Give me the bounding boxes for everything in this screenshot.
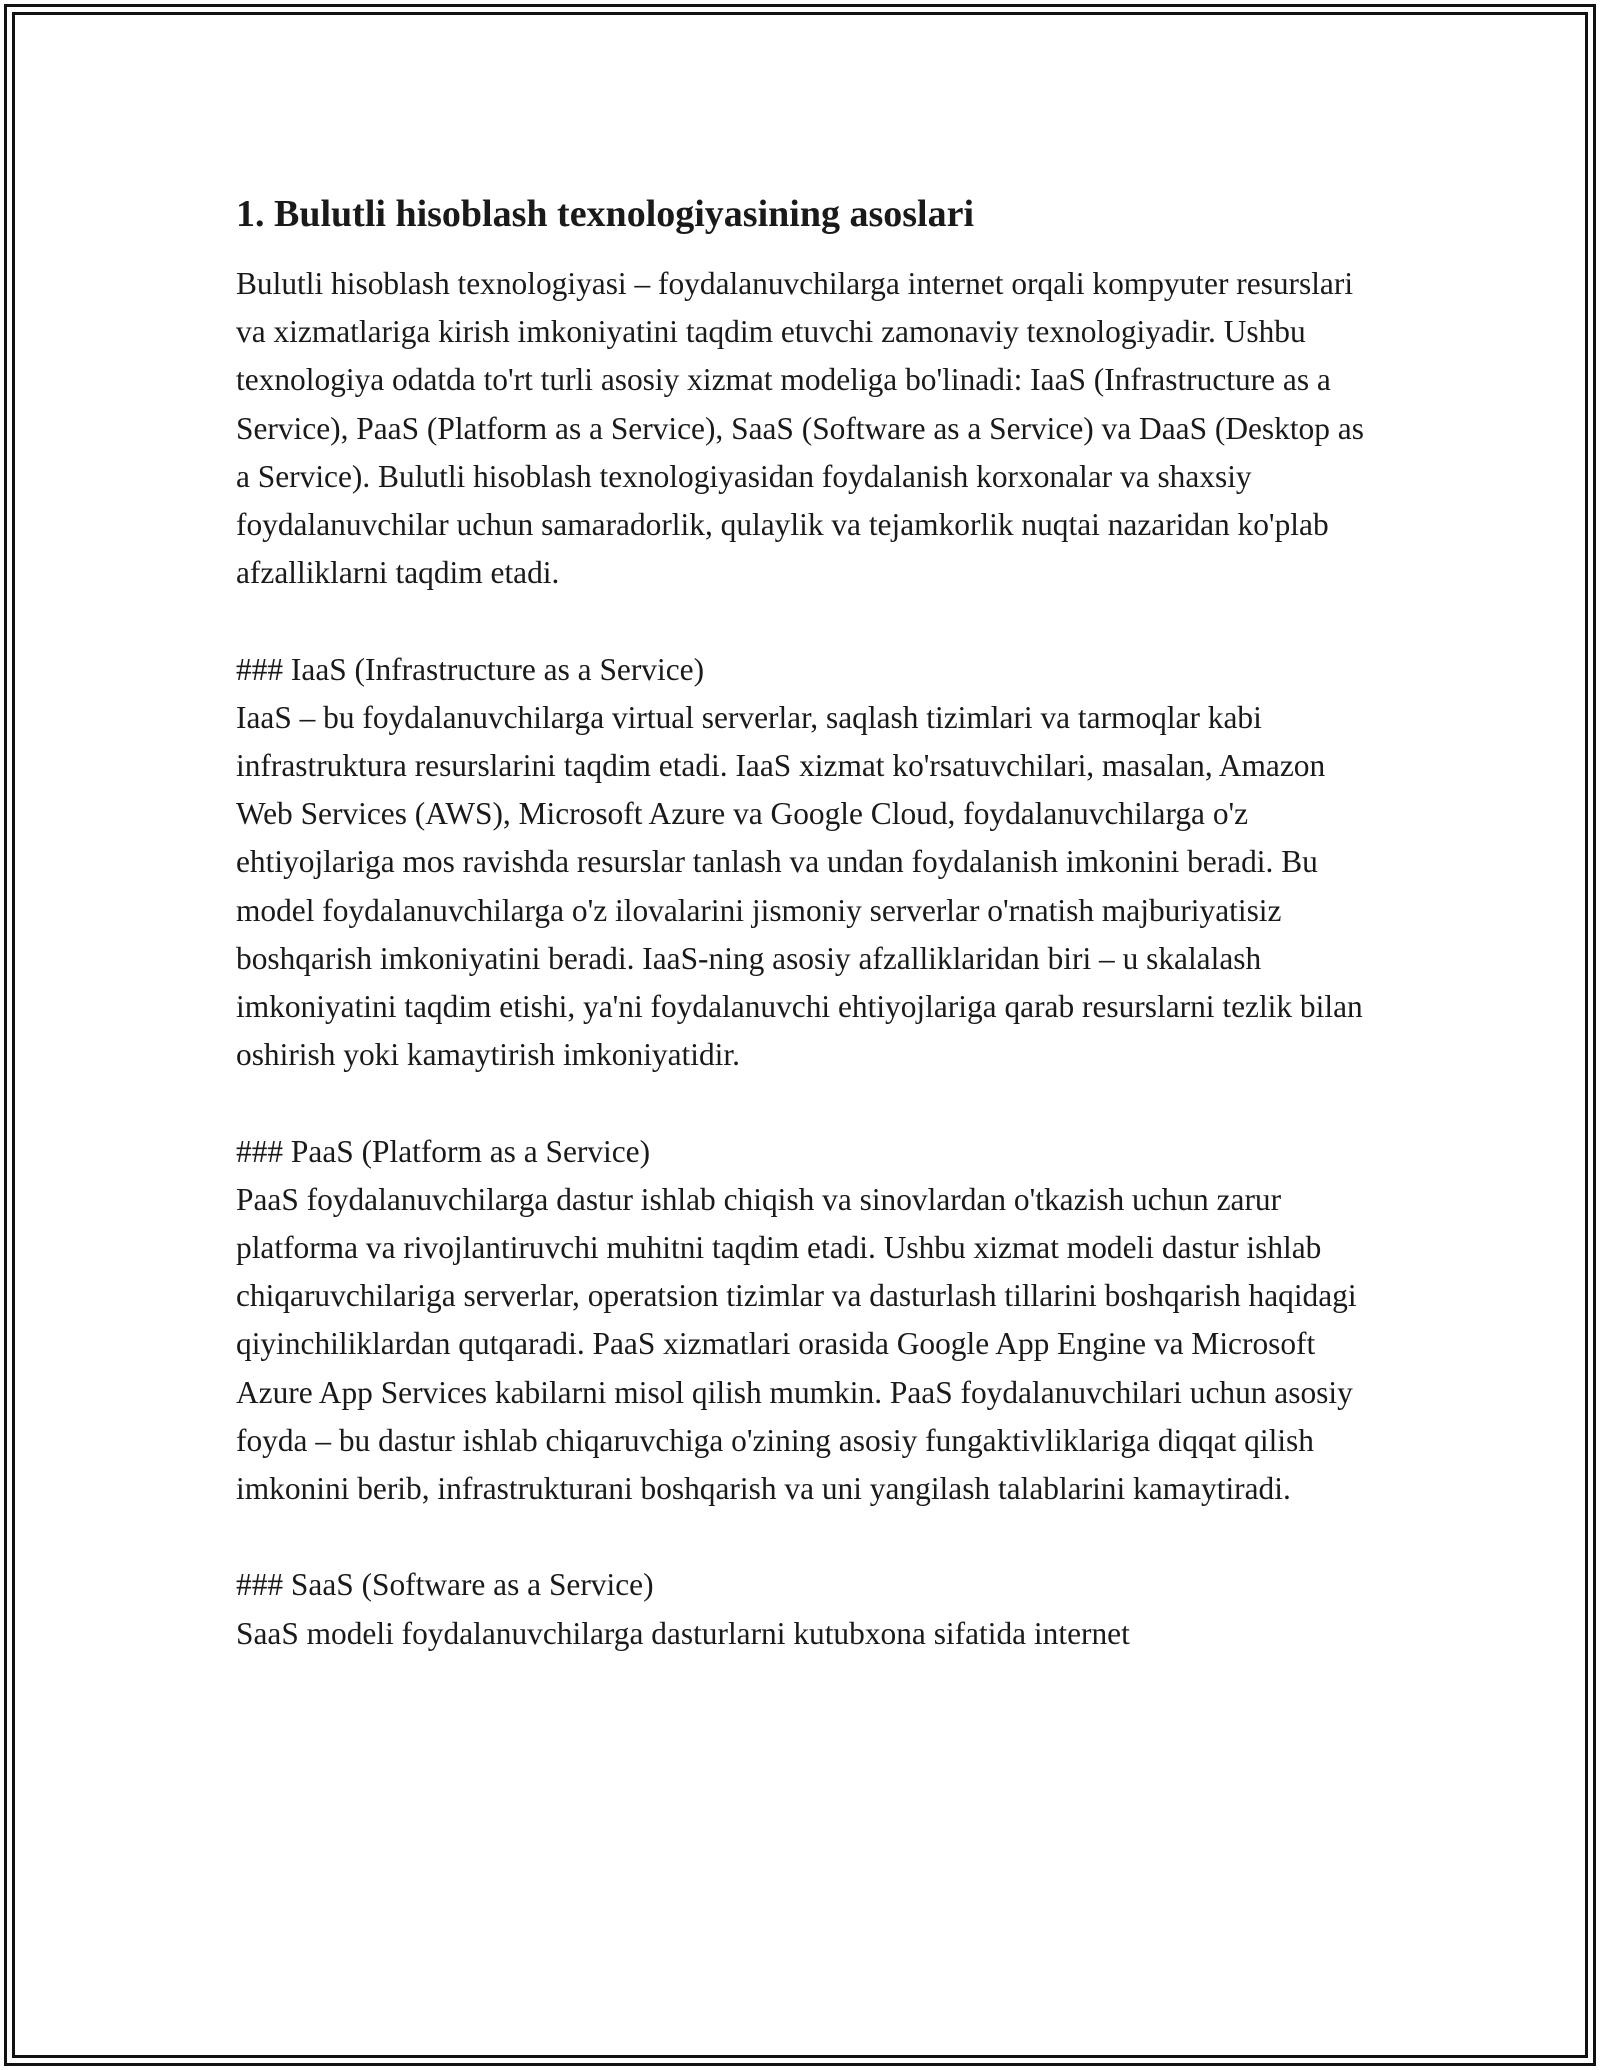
section-heading-paas: ### PaaS (Platform as a Service) bbox=[236, 1133, 651, 1169]
section-heading-saas: ### SaaS (Software as a Service) bbox=[236, 1567, 654, 1603]
section-saas bbox=[236, 1561, 1376, 1657]
section-paragraph-saas: SaaS modeli foydalanuvchilarga dasturlarni kutubxona sifatida internet bbox=[236, 1615, 1130, 1651]
section-paragraph-iaas: IaaS – bu foydalanuvchilarga virtual serverlar, saqlash tizimlari va tarmoqlar kabi infrastruktura resurslarini taqdim etadi. IaaS xizmat ko'rsatuvchilari, masalan, Amazon Web Services (AWS), Microsoft Azure va Google Cloud, foydalanuvchilarga o'z ehtiyojlariga mos ravishda resurslar tanlash va undan foydalanish imkonini beradi. Bu model foydalanuvchilarga o'z ilovalarini jismoniy serverlar o'rnatish majburiyatisiz boshqarish imkoniyatini beradi. IaaS-ning asosiy afzalliklaridan biri – u skalalash imkoniyatini taqdim etishi, ya'ni foydalanuvchi ehtiyojlariga qarab resurslarni tezlik bilan oshirish yoki kamaytirish imkoniyatidir. bbox=[236, 699, 1363, 1073]
intro-paragraph: Bulutli hisoblash texnologiyasi – foydalanuvchilarga internet orqali kompyuter resurslari va xizmatlariga kirish imkoniyatini taqdim etuvchi zamonaviy texnologiyadir. Ushbu texnologiya odatda to'rt turli asosiy xizmat modeliga bo'linadi: IaaS (Infrastructure as a Service), PaaS (Platform as a Service), SaaS (Software as a Service) va DaaS (Desktop as a Service). Bulutli hisoblash texnologiyasidan foydalanish korxonalar va shaxsiy foydalanuvchilar uchun samaradorlik, qulaylik va tejamkorlik nuqtai nazaridan ko'plab afzalliklarni taqdim etadi. bbox=[236, 266, 1364, 591]
document-body bbox=[236, 190, 1376, 1706]
intro-block bbox=[236, 260, 1376, 597]
section-iaas bbox=[236, 646, 1376, 1080]
section-heading-iaas: ### IaaS (Infrastructure as a Service) bbox=[236, 651, 705, 687]
section-paas bbox=[236, 1128, 1376, 1514]
document-title: 1. Bulutli hisoblash texnologiyasining asoslari bbox=[236, 193, 975, 235]
section-paragraph-paas: PaaS foydalanuvchilarga dastur ishlab chiqish va sinovlardan o'tkazish uchun zarur platforma va rivojlantiruvchi muhitni taqdim etadi. Ushbu xizmat modeli dastur ishlab chiqaruvchilariga serverlar, operatsion tizimlar va dasturlash tillarini boshqarish haqidagi qiyinchiliklardan qutqaradi. PaaS xizmatlari orasida Google App Engine va Microsoft Azure App Services kabilarni misol qilish mumkin. PaaS foydalanuvchilari uchun asosiy foyda – bu dastur ishlab chiqaruvchiga o'zining asosiy fungaktivliklariga diqqat qilish imkonini berib, infrastrukturani boshqarish va uni yangilash talablarini kamaytiradi. bbox=[236, 1181, 1357, 1507]
